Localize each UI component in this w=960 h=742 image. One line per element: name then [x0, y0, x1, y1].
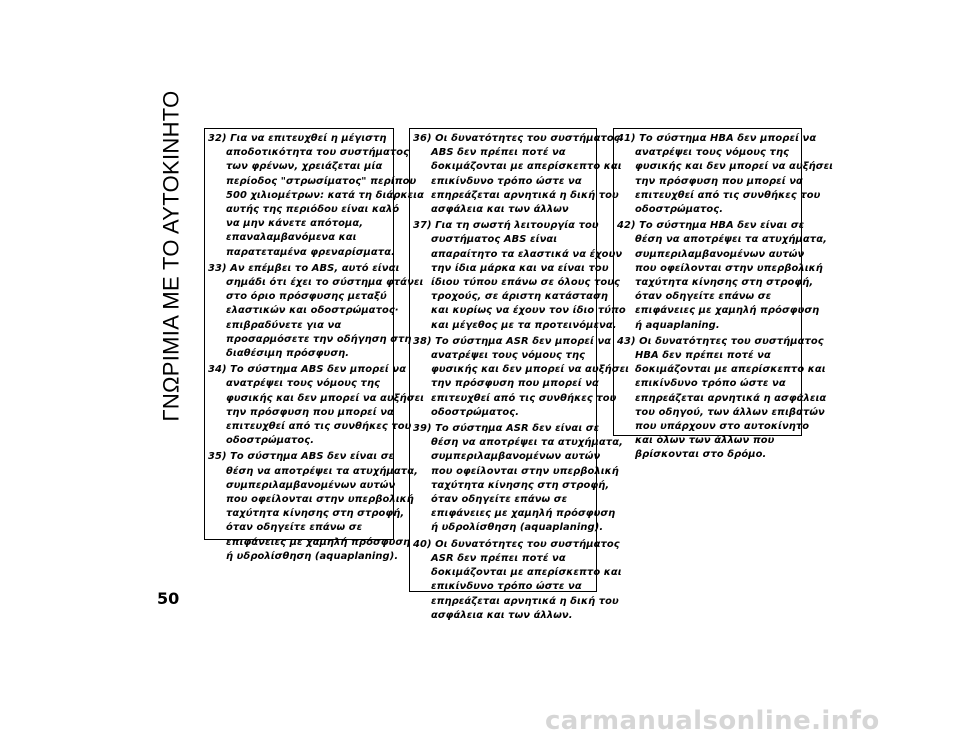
note-line: ανατρέψει τους νόμους της — [635, 147, 790, 159]
section-title-vertical — [150, 89, 194, 422]
note-line: δοκιμάζονται με απερίσκεπτο και — [431, 567, 622, 579]
note-line: 36) Οι δυνατότητες του συστήματος — [413, 133, 620, 144]
note-line: να μην κάνετε απότομα, — [226, 218, 364, 230]
notes-column-3 — [613, 128, 834, 461]
note-line: ελαστικών και οδοστρώματος· — [226, 305, 399, 317]
note-line: αποδοτικότητα του συστήματος — [226, 147, 410, 159]
watermark-text: carmanualsonline.info — [545, 706, 880, 736]
note-line: συμπεριλαμβανομένων αυτών — [635, 248, 805, 260]
safety-note — [413, 538, 622, 623]
safety-note — [617, 132, 834, 217]
safety-note — [413, 219, 626, 333]
note-line: 33) Αν επέμβει το ABS, αυτό είναι — [208, 262, 400, 274]
safety-note — [208, 450, 418, 564]
note-line: φυσικής και δεν μπορεί να αυξήσει — [226, 392, 425, 404]
note-line: την πρόσφυση που μπορεί να — [635, 175, 803, 187]
note-line: 43) Οι δυνατότητες του συστήματος — [617, 335, 824, 347]
section-title-text: ΓΝΩΡΙΜΙΑ ΜΕ ΤΟ ΑΥΤΟΚΙΝΗΤΟ — [159, 89, 185, 422]
note-line: ασφάλεια και των άλλων — [431, 204, 569, 216]
note-line: θέση να αποτρέψει τα ατυχήματα, — [431, 437, 623, 449]
safety-note — [413, 132, 622, 217]
note-line: ή υδρολίσθηση (aquaplaning). — [431, 522, 604, 534]
note-line: φυσικής και δεν μπορεί να αυξήσει — [635, 161, 834, 173]
note-line: συμπεριλαμβανομένων αυτών — [431, 451, 601, 463]
note-line: επηρεάζεται αρνητικά η δική του — [431, 595, 619, 607]
note-line: ίδιου τύπου επάνω σε όλους τους — [431, 277, 620, 289]
note-line: οδοστρώματος. — [226, 435, 315, 447]
note-line: τροχούς, σε άριστη κατάσταση — [431, 291, 608, 303]
note-line: οδοστρώματος. — [431, 406, 520, 418]
note-line: ανατρέψει τους νόμους της — [226, 378, 381, 390]
note-line: ταχύτητα κίνησης στη στροφή, — [431, 479, 610, 491]
note-line: φυσικής και δεν μπορεί να αυξήσει — [431, 364, 630, 376]
note-line: την ίδια μάρκα και να είναι του — [431, 262, 609, 274]
note-line: επηρεάζεται αρνητικά η ασφάλεια — [635, 392, 827, 404]
note-line: που οφείλονται στην υπερβολική — [635, 262, 823, 274]
note-line: σημάδι ότι έχει το σύστημα φτάνει — [226, 277, 424, 289]
note-line: 32) Για να επιτευχθεί η μέγιστη — [208, 133, 387, 144]
note-line: δοκιμάζονται με απερίσκεπτο και — [635, 364, 826, 376]
note-line: 42) Το σύστημα HBA δεν είναι σε — [617, 220, 805, 232]
safety-note — [617, 335, 827, 463]
note-line: ή υδρολίσθηση (aquaplaning). — [226, 550, 399, 562]
note-line: του οδηγού, των άλλων επιβατών — [635, 406, 825, 418]
note-line: διαθέσιμη πρόσφυση. — [226, 348, 350, 360]
note-line: επηρεάζεται αρνητικά η δική του — [431, 189, 619, 201]
notes-column-1 — [204, 128, 425, 562]
safety-note — [208, 363, 425, 448]
note-line: επαναλαμβανόμενα και — [226, 232, 357, 244]
note-line: 40) Οι δυνατότητες του συστήματος — [413, 538, 620, 550]
note-line: απαραίτητο τα ελαστικά να έχουν — [431, 248, 623, 260]
note-line: που οφείλονται στην υπερβολική — [431, 465, 619, 477]
note-line: των φρένων, χρειάζεται μία — [226, 161, 383, 173]
page-number: 50 — [157, 589, 180, 608]
note-line: και κυρίως να έχουν τον ίδιο τύπο — [431, 305, 626, 317]
note-line: HBA δεν πρέπει ποτέ να — [635, 350, 771, 362]
note-line: ταχύτητα κίνησης στη στροφή, — [635, 277, 814, 289]
note-line: 41) Το σύστημα HBA δεν μπορεί να — [617, 133, 817, 144]
note-line: ανατρέψει τους νόμους της — [431, 350, 586, 362]
note-line: 500 χιλιομέτρων: κατά τη διάρκεια — [226, 189, 425, 201]
note-line: 38) Το σύστημα ASR δεν μπορεί να — [413, 335, 612, 347]
note-line: επιτευχθεί από τις συνθήκες του — [635, 189, 821, 201]
note-line: 34) Το σύστημα ABS δεν μπορεί να — [208, 364, 407, 376]
note-line: αυτής της περιόδου είναι καλό — [226, 204, 400, 216]
safety-note — [208, 132, 425, 260]
safety-note — [413, 335, 630, 420]
notes-column-2 — [409, 128, 630, 621]
note-line: όταν οδηγείτε επάνω σε — [635, 291, 772, 303]
note-line: 37) Για τη σωστή λειτουργία του — [413, 220, 599, 232]
note-line: όταν οδηγείτε επάνω σε — [431, 494, 568, 506]
note-line: θέση να αποτρέψει τα ατυχήματα, — [226, 465, 418, 477]
note-line: που υπάρχουν στο αυτοκίνητο — [635, 421, 810, 433]
note-line: επιτευχθεί από τις συνθήκες του — [431, 392, 617, 404]
note-line: προσαρμόσετε την οδήγηση στη — [226, 333, 412, 345]
note-line: βρίσκονται στο δρόμο. — [635, 449, 767, 461]
note-line: και όλων των άλλων που — [635, 435, 775, 447]
note-line: επιφάνειες με χαμηλή πρόσφυση — [635, 305, 820, 317]
safety-note — [413, 422, 623, 536]
note-line: και μέγεθος με τα προτεινόμενα. — [431, 319, 617, 331]
note-line: οδοστρώματος. — [635, 204, 724, 216]
note-line: επιφάνειες με χαμηλή πρόσφυση — [226, 536, 411, 548]
note-line: ABS δεν πρέπει ποτέ να — [431, 147, 566, 159]
note-line: που οφείλονται στην υπερβολική — [226, 494, 414, 506]
note-line: την πρόσφυση που μπορεί να — [226, 406, 394, 418]
note-line: περίοδος "στρωσίματος" περίπου — [226, 175, 417, 187]
note-line: επιβραδύνετε για να — [226, 319, 342, 331]
note-line: θέση να αποτρέψει τα ατυχήματα, — [635, 234, 827, 246]
note-line: 39) Το σύστημα ASR δεν είναι σε — [413, 423, 600, 435]
note-line: επικίνδυνο τρόπο ώστε να — [431, 581, 582, 593]
note-line: ταχύτητα κίνησης στη στροφή, — [226, 508, 405, 520]
safety-note — [617, 219, 827, 333]
note-line: ασφάλεια και των άλλων. — [431, 609, 573, 621]
note-line: 35) Το σύστημα ABS δεν είναι σε — [208, 451, 395, 463]
note-line: επιφάνειες με χαμηλή πρόσφυση — [431, 508, 616, 520]
note-line: ή aquaplaning. — [635, 319, 720, 331]
note-line: όταν οδηγείτε επάνω σε — [226, 522, 363, 534]
note-line: ASR δεν πρέπει ποτέ να — [431, 552, 566, 564]
note-line: επικίνδυνο τρόπο ώστε να — [431, 175, 582, 187]
note-line: επικίνδυνο τρόπο ώστε να — [635, 378, 786, 390]
note-line: επιτευχθεί από τις συνθήκες του — [226, 421, 412, 433]
note-line: δοκιμάζονται με απερίσκεπτο και — [431, 161, 622, 173]
note-line: την πρόσφυση που μπορεί να — [431, 378, 599, 390]
note-line: συστήματος ABS είναι — [431, 234, 558, 246]
note-line: συμπεριλαμβανομένων αυτών — [226, 479, 396, 491]
safety-note — [208, 262, 424, 361]
note-line: παρατεταμένα φρεναρίσματα. — [226, 246, 395, 258]
note-line: στο όριο πρόσφυσης μεταξύ — [226, 291, 387, 303]
